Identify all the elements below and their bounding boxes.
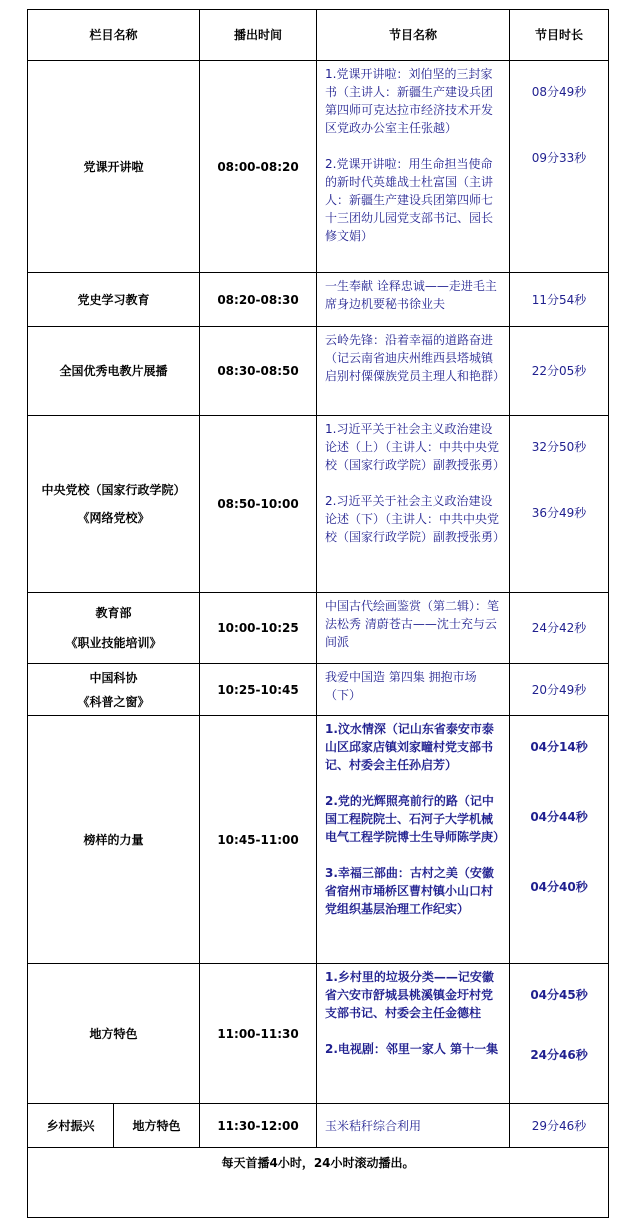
table-row <box>28 327 609 416</box>
subcategory-cell: 地方特色 <box>114 1104 200 1148</box>
header-duration: 节目时长 <box>510 10 609 61</box>
air-time: 10:45-11:00 <box>200 716 317 964</box>
air-time: 08:20-08:30 <box>200 273 317 327</box>
column-name: 教育部 <box>95 606 132 620</box>
column-name-cell <box>28 273 200 327</box>
column-name-cell <box>28 716 200 964</box>
program-cell <box>317 664 510 716</box>
column-name: 全国优秀电教片展播 <box>59 364 168 378</box>
program-cell <box>317 327 510 416</box>
duration: 04分44秒 <box>530 810 588 824</box>
air-time: 10:25-10:45 <box>200 664 317 716</box>
header-program-name: 节目名称 <box>317 10 510 61</box>
program-item: 中国古代绘画鉴赏（第二辑）：笔法松秀 清蔚苍古——沈士充与云间派 <box>325 599 500 649</box>
duration: 11分54秒 <box>510 273 609 327</box>
duration: 24分46秒 <box>530 1048 588 1062</box>
schedule-table <box>27 9 609 1218</box>
column-name: 中央党校（国家行政学院） <box>41 483 186 497</box>
duration: 04分40秒 <box>530 880 588 894</box>
program-item: 2.电视剧：邻里一家人 第十一集 <box>325 1042 499 1056</box>
program-item: 1.汶水情深（记山东省泰安市泰山区邱家店镇刘家疃村党支部书记、村委会主任孙启芳） <box>325 722 494 772</box>
table-row <box>28 61 609 273</box>
duration: 20分49秒 <box>510 664 609 716</box>
column-subtitle: 《科普之窗》 <box>77 694 150 709</box>
program-item: 1.乡村里的垃圾分类——记安徽省六安市舒城县桃溪镇金圩村党支部书记、村委会主任金德柱 <box>325 970 494 1020</box>
duration: 24分42秒 <box>510 593 609 664</box>
air-time: 08:50-10:00 <box>200 416 317 593</box>
column-subtitle: 《职业技能培训》 <box>65 636 162 650</box>
air-time: 11:00-11:30 <box>200 964 317 1104</box>
program-item: 2.党课开讲啦：用生命担当使命的新时代英雄战士杜富国（主讲人：新疆生产建设兵团第四师七十三团幼儿园党支部书记、园长修文娟） <box>325 157 494 243</box>
air-time: 10:00-10:25 <box>200 593 317 664</box>
duration: 36分49秒 <box>531 506 587 520</box>
program-item: 一生奉献 诠释忠诚——走进毛主席身边机要秘书徐业夫 <box>325 279 497 311</box>
duration: 09分33秒 <box>531 151 587 165</box>
column-name: 党课开讲啦 <box>83 159 144 174</box>
program-cell <box>317 716 510 964</box>
duration-cell <box>510 416 609 593</box>
duration: 08分49秒 <box>531 85 587 99</box>
duration: 04分14秒 <box>530 740 588 754</box>
duration: 32分50秒 <box>531 440 587 454</box>
program-item: 玉米秸秆综合利用 <box>317 1104 510 1148</box>
column-name-cell <box>28 593 200 664</box>
program-cell <box>317 61 510 273</box>
air-time: 08:30-08:50 <box>200 327 317 416</box>
air-time: 11:30-12:00 <box>200 1104 317 1148</box>
category-cell: 乡村振兴 <box>28 1104 114 1148</box>
column-name-cell <box>28 327 200 416</box>
program-cell <box>317 964 510 1104</box>
program-item: 1.党课开讲啦：刘伯坚的三封家书（主讲人：新疆生产建设兵团第四师可克达拉市经济技术开发区党政办公室主任张越） <box>325 67 494 135</box>
header-air-time: 播出时间 <box>200 10 317 61</box>
footer-row <box>28 1148 609 1218</box>
column-name: 中国科协 <box>89 670 138 685</box>
header-row <box>28 10 609 61</box>
table-row <box>28 416 609 593</box>
table-row <box>28 273 609 327</box>
column-name: 榜样的力量 <box>83 832 144 847</box>
duration-cell <box>510 964 609 1104</box>
program-item: 3.幸福三部曲：古村之美（安徽省宿州市埇桥区曹村镇小山口村党组织基层治理工作纪实） <box>325 866 494 916</box>
header-column-name: 栏目名称 <box>28 10 200 61</box>
column-subtitle: 《网络党校》 <box>77 511 150 525</box>
duration-cell <box>510 716 609 964</box>
program-cell <box>317 416 510 593</box>
column-name-cell <box>28 416 200 593</box>
table-row <box>28 964 609 1104</box>
program-item: 云岭先锋：沿着幸福的道路奋进（记云南省迪庆州维西县塔城镇启别村傈僳族党员主理人和艳群） <box>325 333 506 383</box>
table-row <box>28 593 609 664</box>
table-row <box>28 716 609 964</box>
program-cell <box>317 593 510 664</box>
duration-cell <box>510 61 609 273</box>
table-row <box>28 1104 609 1148</box>
program-cell <box>317 273 510 327</box>
column-name-cell <box>28 964 200 1104</box>
program-item: 2.习近平关于社会主义政治建设论述（下）（主讲人：中共中央党校（国家行政学院）副教授张勇） <box>325 494 506 544</box>
duration: 04分45秒 <box>530 988 588 1002</box>
column-name-cell <box>28 61 200 273</box>
program-item: 1.习近平关于社会主义政治建设论述（上）（主讲人：中共中央党校（国家行政学院）副教授张勇） <box>325 422 506 472</box>
air-time: 08:00-08:20 <box>200 61 317 273</box>
column-name: 党史学习教育 <box>77 292 150 307</box>
duration: 22分05秒 <box>510 327 609 416</box>
footer-note: 每天首播4小时，24小时滚动播出。 <box>28 1148 609 1218</box>
column-name: 地方特色 <box>89 1026 138 1041</box>
program-item: 2.党的光辉照亮前行的路（记中国工程院院士、石河子大学机械电气工程学院博士生导师陈学庚） <box>325 794 506 844</box>
program-item: 我爱中国造 第四集 拥抱市场（下） <box>325 670 477 702</box>
column-name-cell <box>28 664 200 716</box>
duration: 29分46秒 <box>510 1104 609 1148</box>
table-row <box>28 664 609 716</box>
